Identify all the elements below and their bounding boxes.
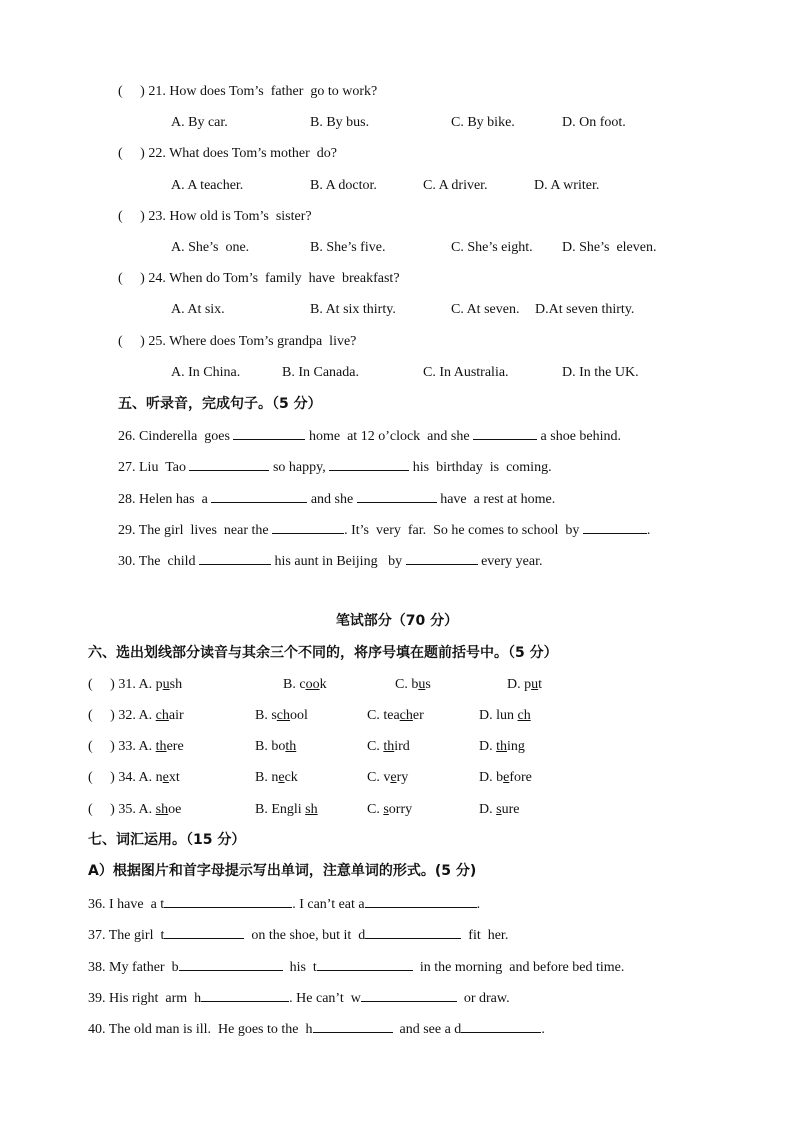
answer-blank[interactable]: [179, 957, 283, 971]
answer-blank[interactable]: [233, 426, 305, 440]
phonics-row: [88, 707, 184, 725]
written-part-title: 笔试部分（70 分）: [335, 613, 459, 629]
option-d: D. A writer.: [534, 178, 600, 193]
question-37: 37. The girl t on the shoe, but it d fit her.: [88, 925, 508, 945]
answer-blank[interactable]: [365, 925, 461, 939]
option-a: A. By car.: [171, 115, 228, 130]
option-d: D. sure: [479, 802, 520, 817]
answer-blank[interactable]: [361, 988, 457, 1002]
option-b: B. A doctor.: [310, 178, 377, 193]
question-40: 40. The old man is ill. He goes to the h and see a d .: [88, 1019, 545, 1039]
question-26: 26. Cinderella goes home at 12 o’clock and she a shoe behind.: [118, 426, 621, 446]
answer-blank[interactable]: [583, 520, 647, 534]
question-stem: ( ) 21. How does Tom’s father go to work?: [118, 84, 378, 99]
answer-blank[interactable]: [365, 894, 477, 908]
answer-blank[interactable]: [357, 489, 437, 503]
question-29: 29. The girl lives near the . It’s very far. So he comes to school by .: [118, 520, 650, 540]
question-28: 28. Helen has a and she have a rest at home.: [118, 489, 555, 509]
question-27: 27. Liu Tao so happy, his birthday is coming.: [118, 457, 552, 477]
option-d: D. On foot.: [562, 115, 626, 130]
phonics-row: [88, 769, 180, 787]
option-c: C. By bike.: [451, 115, 515, 130]
option-d: D. before: [479, 770, 532, 785]
option-c: C. She’s eight.: [451, 240, 533, 255]
option-a: chair: [155, 708, 184, 723]
option-a: push: [155, 677, 183, 692]
option-b: B. She’s five.: [310, 240, 386, 255]
option-c: C. At seven.: [451, 302, 520, 317]
question-number: ( ) 35. A.: [88, 802, 156, 817]
option-a: there: [155, 739, 184, 754]
answer-blank[interactable]: [164, 925, 244, 939]
question-stem: ( ) 24. When do Tom’s family have breakfast?: [118, 271, 400, 286]
answer-blank[interactable]: [461, 1019, 541, 1033]
option-c: C. A driver.: [423, 178, 488, 193]
section-6-heading: 六、选出划线部分读音与其余三个不同的，将序号填在题前括号中。（5 分）: [88, 645, 558, 661]
answer-blank[interactable]: [406, 551, 478, 565]
option-b: B. At six thirty.: [310, 302, 396, 317]
answer-blank[interactable]: [272, 520, 344, 534]
option-b: B. In Canada.: [282, 365, 359, 380]
phonics-row: [88, 738, 184, 756]
question-36: 36. I have a t . I can’t eat a .: [88, 894, 480, 914]
answer-blank[interactable]: [164, 894, 292, 908]
option-d: D. lun ch: [479, 708, 531, 723]
section-5-heading: 五、听录音，完成句子。（5 分）: [118, 396, 322, 412]
option-b: B. both: [255, 739, 297, 754]
option-d: D.At seven thirty.: [535, 302, 635, 317]
phonics-row: [88, 676, 182, 694]
answer-blank[interactable]: [317, 957, 413, 971]
option-b: B. Engli sh: [255, 802, 318, 817]
answer-blank[interactable]: [199, 551, 271, 565]
option-c: C. third: [367, 739, 410, 754]
option-d: D. thing: [479, 739, 525, 754]
option-a: A. In China.: [171, 365, 241, 380]
option-a: A. At six.: [171, 302, 225, 317]
answer-blank[interactable]: [189, 457, 269, 471]
question-stem: ( ) 22. What does Tom’s mother do?: [118, 146, 337, 161]
question-number: ( ) 32. A.: [88, 708, 156, 723]
option-d: D. She’s eleven.: [562, 240, 657, 255]
question-38: 38. My father b his t in the morning and before bed time.: [88, 957, 624, 977]
question-stem: ( ) 23. How old is Tom’s sister?: [118, 209, 312, 224]
question-39: 39. His right arm h . He can’t w or draw.: [88, 988, 510, 1008]
phonics-row: [88, 801, 181, 819]
answer-blank[interactable]: [473, 426, 537, 440]
option-c: C. very: [367, 770, 409, 785]
option-c: C. sorry: [367, 802, 413, 817]
question-number: ( ) 34. A.: [88, 770, 156, 785]
answer-blank[interactable]: [211, 489, 307, 503]
answer-blank[interactable]: [329, 457, 409, 471]
option-d: D. put: [507, 677, 543, 692]
option-c: C. In Australia.: [423, 365, 509, 380]
option-b: B. cook: [283, 677, 327, 692]
question-number: ( ) 31. A.: [88, 677, 156, 692]
option-d: D. In the UK.: [562, 365, 639, 380]
option-b: B. By bus.: [310, 115, 370, 130]
answer-blank[interactable]: [201, 988, 289, 1002]
option-a: A. A teacher.: [171, 178, 244, 193]
option-c: C. teacher: [367, 708, 424, 723]
option-b: B. school: [255, 708, 308, 723]
question-number: ( ) 33. A.: [88, 739, 156, 754]
section-7a-instruction: A）根据图片和首字母提示写出单词，注意单词的形式。(5 分): [88, 863, 477, 879]
question-stem: ( ) 25. Where does Tom’s grandpa live?: [118, 334, 357, 349]
question-30: 30. The child his aunt in Beijing by every year.: [118, 551, 543, 571]
answer-blank[interactable]: [313, 1019, 393, 1033]
option-b: B. neck: [255, 770, 298, 785]
option-a: shoe: [155, 802, 182, 817]
section-7-heading: 七、词汇运用。（15 分）: [88, 832, 246, 848]
option-c: C. bus: [395, 677, 431, 692]
option-a: A. She’s one.: [171, 240, 250, 255]
option-a: next: [155, 770, 180, 785]
